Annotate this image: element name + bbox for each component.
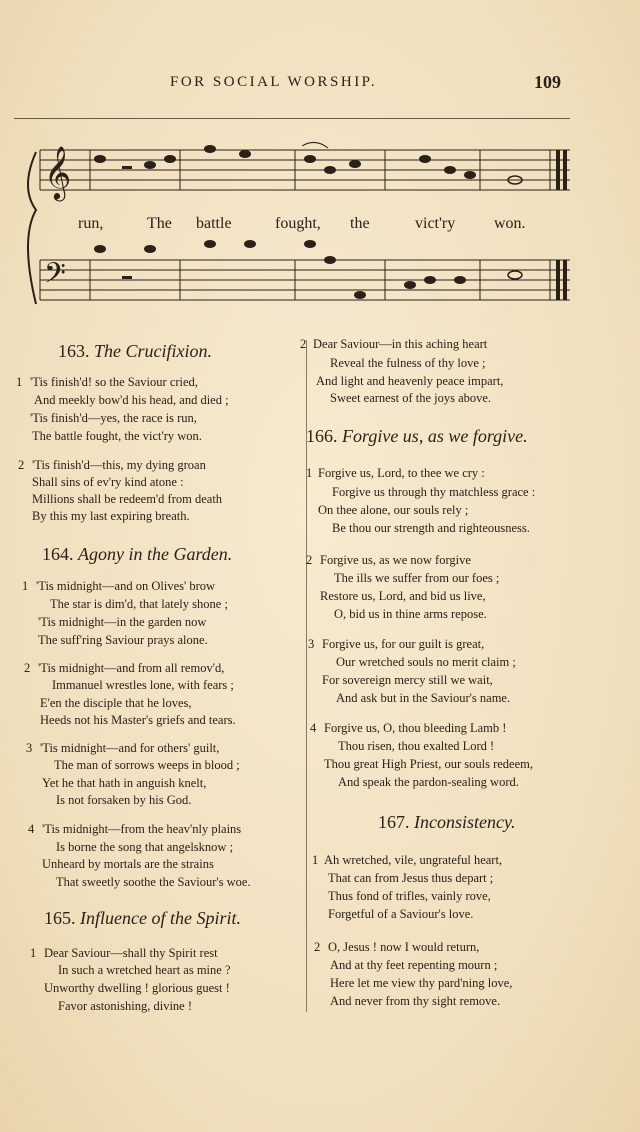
verse-line: Unheard by mortals are the strains: [42, 857, 214, 871]
verse-line: Forgive us, as we now forgive: [320, 553, 471, 567]
verse-line: O, bid us in thine arms repose.: [334, 607, 487, 621]
verse-line: 'Tis finish'd—this, my dying groan: [32, 458, 206, 472]
hymn-heading: [306, 426, 528, 447]
verse-line: The suff'ring Saviour prays alone.: [38, 633, 208, 647]
verse-line: Be thou our strength and righteousness.: [332, 521, 530, 535]
verse-line: On thee alone, our souls rely ;: [318, 503, 469, 517]
verse-line: 'Tis midnight—and from all remov'd,: [38, 661, 225, 675]
verse-line: The ills we suffer from our foes ;: [334, 571, 500, 585]
verse-line: And speak the pardon-sealing word.: [338, 775, 519, 789]
running-title: FOR SOCIAL WORSHIP.: [170, 74, 378, 90]
verse-line: 'Tis midnight—and on Olives' brow: [36, 579, 216, 593]
treble-staff: [40, 150, 570, 190]
verse-line: Forgive us, O, thou bleeding Lamb !: [324, 721, 507, 735]
verse-line: Thus fond of trifles, vainly rove,: [328, 889, 491, 903]
page-number: 109: [534, 72, 561, 92]
verse-line: The man of sorrows weeps in blood ;: [54, 758, 240, 772]
verse-number: 4: [310, 721, 317, 735]
verse-line: And meekly bow'd his head, and died ;: [34, 393, 229, 407]
verse-line: The star is dim'd, that lately shone ;: [50, 597, 228, 611]
verse-line: By this my last expiring breath.: [32, 509, 190, 523]
lyric-word: won.: [494, 215, 526, 232]
hymn-number: 164.: [42, 544, 74, 564]
hymn-title: Agony in the Garden.: [78, 544, 233, 564]
verse-number: 2: [300, 337, 307, 351]
verse-number: 1: [16, 375, 23, 389]
verse-line: Unworthy dwelling ! glorious guest !: [44, 981, 230, 995]
lyric-line: [78, 215, 526, 232]
lyric-word: fought,: [275, 215, 321, 232]
verse-line: Forgive us, Lord, to thee we cry :: [318, 466, 485, 480]
verse-line: 'Tis midnight—in the garden now: [38, 615, 207, 629]
verse-line: E'en the disciple that he loves,: [40, 696, 192, 710]
verse-line: Ah wretched, vile, ungrateful heart,: [324, 853, 503, 867]
verse-line: Dear Saviour—in this aching heart: [313, 337, 488, 351]
music-score: [10, 128, 590, 328]
verse-line: Thou great High Priest, our souls redeem,: [324, 757, 533, 771]
verse-number: 2: [24, 661, 31, 675]
treble-clef-icon: 𝄞: [44, 145, 72, 199]
hymn-number: 167.: [378, 812, 410, 832]
verse-line: 'Tis midnight—and for others' guilt,: [40, 741, 220, 755]
verse-number: 1: [312, 853, 319, 867]
verse-line: Sweet earnest of the joys above.: [330, 391, 492, 405]
lyric-word: run,: [78, 215, 104, 232]
lyric-word: battle: [196, 215, 232, 232]
verse-line: 'Tis finish'd—yes, the race is run,: [30, 411, 197, 425]
verse-line: 'Tis midnight—from the heav'nly plains: [42, 822, 242, 836]
header-rule: [14, 118, 570, 119]
hymn-title: Forgive us, as we forgive.: [342, 426, 528, 446]
system-brace: [28, 152, 36, 304]
bass-staff: [40, 260, 570, 300]
verse-line: Immanuel wrestles lone, with fears ;: [52, 678, 234, 692]
hymn-heading: [378, 812, 515, 833]
verse-line: Forgive us, for our guilt is great,: [322, 637, 485, 651]
verse-number: 4: [28, 822, 35, 836]
verse-number: 2: [18, 458, 25, 472]
hymn-number: 166.: [306, 426, 338, 446]
lyric-word: the: [350, 215, 370, 232]
verse-number: 3: [308, 637, 315, 651]
hymn-heading: [42, 544, 232, 565]
verse-line: The battle fought, the vict'ry won.: [32, 429, 202, 443]
verse-line: Thou risen, thou exalted Lord !: [338, 739, 495, 753]
verse-line: 'Tis finish'd! so the Saviour cried,: [30, 375, 198, 389]
hymn-title: The Crucifixion.: [94, 341, 212, 361]
treble-notes: [94, 145, 522, 184]
verse-line: Heeds not his Master's griefs and tears.: [40, 713, 236, 727]
verse-number: 1: [306, 466, 313, 480]
verse-line: O, Jesus ! now I would return,: [328, 940, 480, 954]
running-header: [0, 72, 640, 96]
verse-line: And ask but in the Saviour's name.: [336, 691, 511, 705]
verse-line: Here let me view thy pard'ning love,: [330, 976, 513, 990]
verse-line: And at thy feet repenting mourn ;: [330, 958, 498, 972]
hymn-heading: [44, 908, 241, 929]
verse-line: Shall sins of ev'ry kind atone :: [32, 475, 184, 489]
verse-line: Forgive us through thy matchless grace :: [332, 485, 536, 499]
verse-number: 2: [314, 940, 321, 954]
verse-line: Is not forsaken by his God.: [56, 793, 192, 807]
verse-line: Yet he that hath in anguish knelt,: [42, 776, 207, 790]
bass-clef-icon: 𝄢: [44, 257, 66, 297]
verse-number: 2: [306, 553, 313, 567]
verse-line: Reveal the fulness of thy love ;: [330, 356, 486, 370]
verse-line: That sweetly soothe the Saviour's woe.: [56, 875, 251, 889]
lyric-word: vict'ry: [415, 215, 456, 232]
verse-line: And light and heavenly peace impart,: [316, 374, 504, 388]
verse-number: 3: [26, 741, 33, 755]
hymn-number: 165.: [44, 908, 76, 928]
verse-line: For sovereign mercy still we wait,: [322, 673, 493, 687]
hymn-title: Inconsistency.: [414, 812, 516, 832]
verse-line: Is borne the song that angelsknow ;: [56, 840, 234, 854]
verse-line: Dear Saviour—shall thy Spirit rest: [44, 946, 218, 960]
verse-line: Our wretched souls no merit claim ;: [336, 655, 516, 669]
hymn-title: Influence of the Spirit.: [80, 908, 241, 928]
hymn-heading: [58, 341, 212, 362]
verse-line: Forgetful of a Saviour's love.: [328, 907, 474, 921]
verse-line: And never from thy sight remove.: [330, 994, 501, 1008]
verse-line: In such a wretched heart as mine ?: [58, 963, 231, 977]
verse-number: 1: [22, 579, 29, 593]
verse-line: Favor astonishing, divine !: [58, 999, 193, 1013]
verse-number: 1: [30, 946, 37, 960]
hymn-number: 163.: [58, 341, 90, 361]
lyric-word: The: [147, 215, 172, 232]
verse-line: Restore us, Lord, and bid us live,: [320, 589, 486, 603]
verse-line: Millions shall be redeem'd from death: [32, 492, 223, 506]
verse-line: That can from Jesus thus depart ;: [328, 871, 494, 885]
